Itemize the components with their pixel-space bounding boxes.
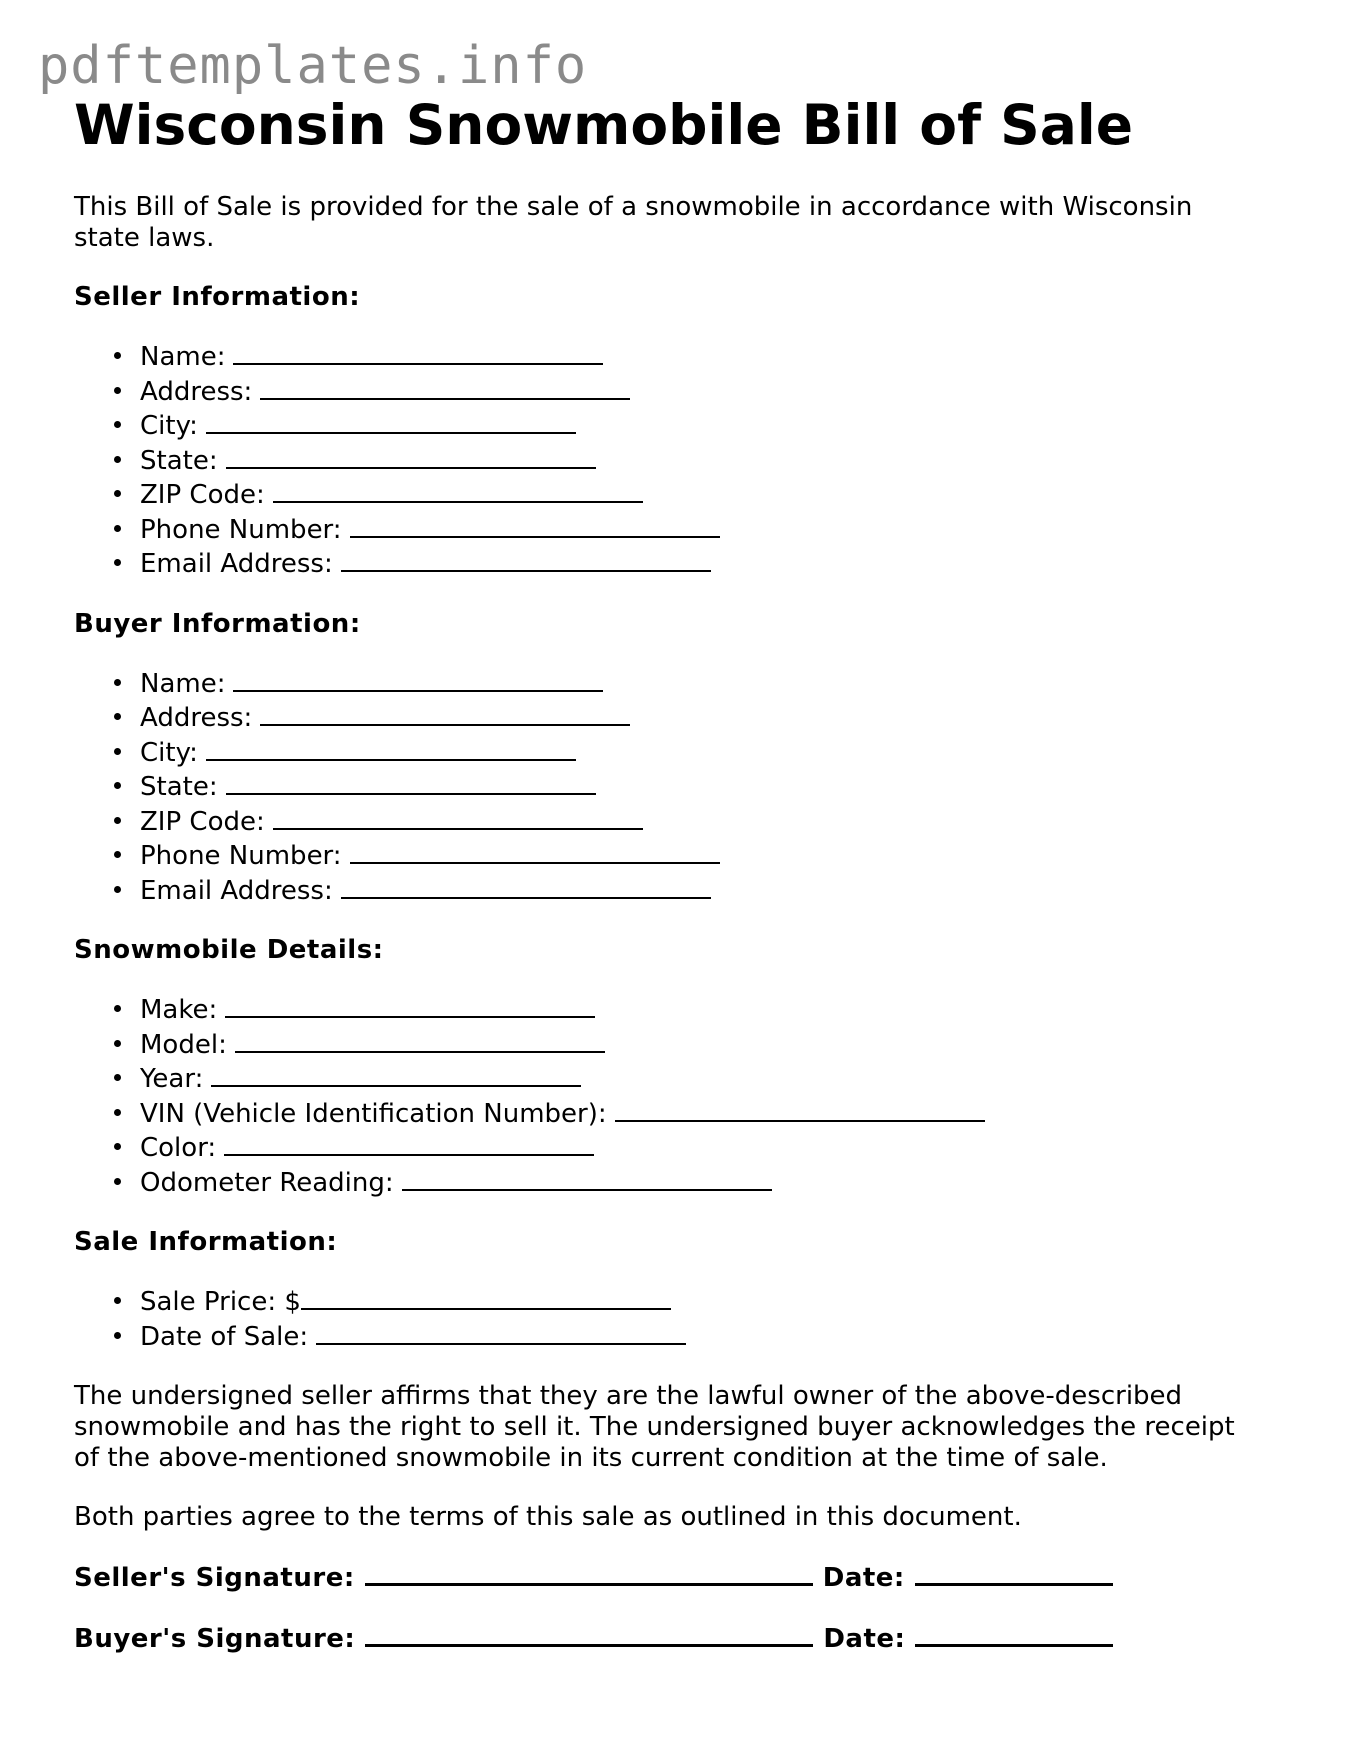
list-item — [140, 1096, 1274, 1131]
list-item — [140, 735, 1274, 770]
list-item — [140, 1027, 1274, 1062]
list-item — [140, 666, 1274, 701]
sale-section-heading: Sale Information: — [74, 1227, 338, 1257]
vin-field[interactable] — [615, 1096, 985, 1122]
list-item — [140, 443, 1274, 478]
list-item — [140, 838, 1274, 873]
seller-signature-row — [74, 1559, 1274, 1594]
buyer-date-label: Date: — [823, 1624, 906, 1654]
watermark: pdftemplates.info — [38, 36, 588, 96]
list-item — [140, 546, 1274, 581]
list-item — [140, 1284, 1274, 1319]
list-item — [140, 339, 1274, 374]
field-label: Name: — [140, 342, 226, 372]
field-label: Model: — [140, 1029, 227, 1060]
buyer-phone-field[interactable] — [350, 838, 720, 864]
page-title: Wisconsin Snowmobile Bill of Sale — [74, 93, 1134, 157]
list-item — [140, 1319, 1274, 1354]
field-label: Address: — [140, 703, 253, 733]
sale-price-field[interactable] — [301, 1284, 671, 1310]
buyer-name-field[interactable] — [233, 666, 603, 692]
seller-section-heading: Seller Information: — [74, 282, 361, 312]
list-item — [140, 1165, 1274, 1200]
field-label: Year: — [140, 1064, 204, 1094]
buyer-signature-row — [74, 1620, 1274, 1655]
field-label: Phone Number: — [140, 514, 342, 545]
snowmobile-fields-list — [74, 992, 1274, 1199]
list-item — [140, 1130, 1274, 1165]
make-field[interactable] — [225, 992, 595, 1018]
date-of-sale-field[interactable] — [316, 1319, 686, 1345]
field-label: City: — [140, 737, 198, 768]
odometer-field[interactable] — [402, 1165, 772, 1191]
list-item — [140, 408, 1274, 443]
field-label: State: — [140, 445, 218, 476]
field-label: Make: — [140, 995, 218, 1025]
list-item — [140, 700, 1274, 735]
seller-date-label: Date: — [822, 1563, 905, 1593]
field-label: Odometer Reading: — [140, 1167, 394, 1198]
buyer-email-field[interactable] — [341, 873, 711, 899]
field-label: ZIP Code: — [140, 806, 265, 837]
agreement-paragraph: Both parties agree to the terms of this sale as outlined in this document. — [74, 1502, 1022, 1532]
affirmation-paragraph: The undersigned seller affirms that they are the lawful owner of the above-described snowmobile and has the right to sell it. The undersigned buyer acknowledges the receipt of the above-mentioned snowmobile in its current condition at the time of sale. — [74, 1381, 1235, 1473]
field-label: Name: — [140, 668, 226, 699]
seller-email-field[interactable] — [341, 546, 711, 572]
seller-signature-field[interactable] — [365, 1559, 813, 1586]
model-field[interactable] — [235, 1027, 605, 1053]
seller-name-field[interactable] — [233, 339, 603, 365]
seller-zip-field[interactable] — [273, 477, 643, 503]
sale-fields-list — [74, 1284, 1274, 1353]
field-label: Phone Number: — [140, 841, 342, 871]
list-item — [140, 992, 1274, 1027]
buyer-city-field[interactable] — [206, 735, 576, 761]
buyer-zip-field[interactable] — [273, 804, 643, 830]
intro-paragraph: This Bill of Sale is provided for the sale of a snowmobile in accordance with Wisconsin state laws. — [74, 192, 1193, 253]
document — [74, 92, 1274, 1655]
field-label: Color: — [140, 1133, 217, 1163]
field-label: Date of Sale: — [140, 1321, 309, 1352]
field-label: State: — [140, 772, 218, 802]
list-item — [140, 477, 1274, 512]
field-label: City: — [140, 411, 198, 441]
field-label: Email Address: — [140, 549, 333, 579]
field-label: Address: — [140, 376, 253, 407]
list-item — [140, 804, 1274, 839]
seller-date-field[interactable] — [915, 1559, 1113, 1586]
buyer-fields-list — [74, 666, 1274, 908]
seller-city-field[interactable] — [206, 408, 576, 434]
field-label: ZIP Code: — [140, 480, 265, 510]
list-item — [140, 374, 1274, 409]
list-item — [140, 873, 1274, 908]
seller-phone-field[interactable] — [350, 512, 720, 538]
buyer-section-heading: Buyer Information: — [74, 608, 361, 639]
field-label: VIN (Vehicle Identification Number): — [140, 1098, 607, 1129]
list-item — [140, 1061, 1274, 1096]
buyer-state-field[interactable] — [226, 769, 596, 795]
seller-address-field[interactable] — [260, 374, 630, 400]
buyer-signature-label: Buyer's Signature: — [74, 1624, 356, 1654]
seller-signature-label: Seller's Signature: — [74, 1563, 355, 1593]
buyer-date-field[interactable] — [915, 1620, 1113, 1647]
field-label: Email Address: — [140, 875, 333, 906]
year-field[interactable] — [211, 1061, 581, 1087]
list-item — [140, 769, 1274, 804]
list-item — [140, 512, 1274, 547]
buyer-address-field[interactable] — [260, 700, 630, 726]
seller-fields-list — [74, 339, 1274, 581]
snowmobile-section-heading: Snowmobile Details: — [74, 935, 384, 965]
field-label: Sale Price: $ — [140, 1287, 301, 1317]
color-field[interactable] — [224, 1130, 594, 1156]
buyer-signature-field[interactable] — [365, 1620, 813, 1647]
seller-state-field[interactable] — [226, 443, 596, 469]
